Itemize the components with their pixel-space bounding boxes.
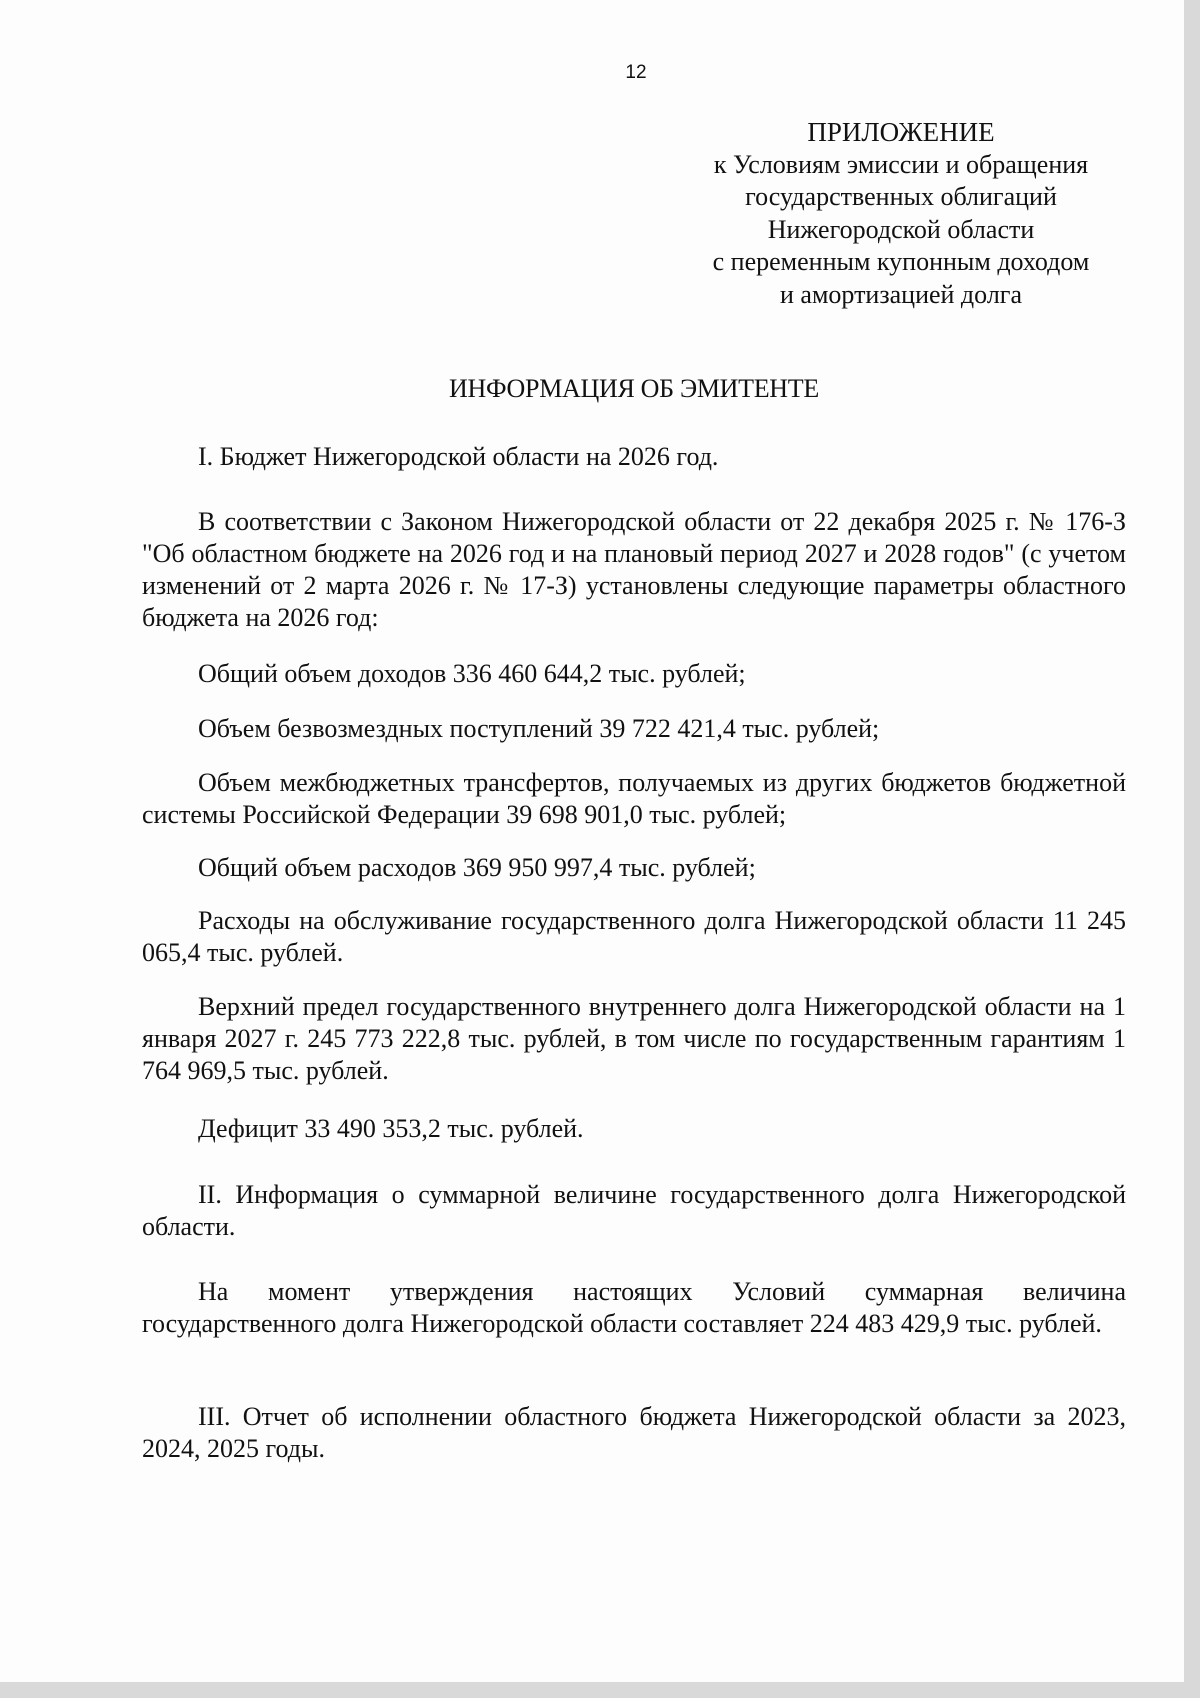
debt-limit-block	[142, 991, 1126, 1087]
section-2-text: На момент утверждения настоящих Условий суммарная величина государственного долга Нижегородской области составляет 224 483 429,9 тыс. рублей.	[142, 1277, 1126, 1338]
gratuitous-block	[142, 713, 1126, 745]
section-3-title-block	[142, 1401, 1126, 1465]
appendix-line-3: Нижегородской области	[767, 214, 1035, 244]
transfers-block	[142, 767, 1126, 831]
section-2-title: II. Информация о суммарной величине государственного долга Нижегородской области.	[142, 1180, 1126, 1241]
appendix-line-5: и амортизацией долга	[780, 279, 1022, 309]
expenses-paragraph: Общий объем расходов 369 950 997,4 тыс. рублей;	[198, 853, 756, 882]
debt-service-block	[142, 905, 1126, 969]
appendix-line-1: к Условиям эмиссии и обращения	[713, 149, 1089, 179]
debt-limit-paragraph: Верхний предел государственного внутреннего долга Нижегородской области на 1 января 2027 г. 245 773 222,8 тыс. рублей, в том числе по государственным гарантиям 1 764 969,5 тыс. рублей.	[142, 992, 1126, 1085]
section-2-title-block	[142, 1179, 1126, 1243]
page-number: 12	[625, 62, 647, 83]
expenses-block	[142, 852, 1126, 884]
appendix-title: ПРИЛОЖЕНИЕ	[807, 117, 995, 147]
document-heading: ИНФОРМАЦИЯ ОБ ЭМИТЕНТЕ	[449, 374, 819, 403]
section-1-title: I. Бюджет Нижегородской области на 2026 год.	[198, 442, 719, 471]
appendix-block	[676, 116, 1126, 311]
appendix-line-2: государственных облигаций	[745, 182, 1057, 211]
section-1-title-block	[142, 441, 1126, 473]
income-paragraph: Общий объем доходов 336 460 644,2 тыс. рублей;	[198, 659, 746, 688]
section-1-intro: В соответствии с Законом Нижегородской области от 22 декабря 2025 г. № 176-З "Об областном бюджете на 2026 год и на плановый период 2027 и 2028 годов" (с учетом изменений от 2 марта 2026 г. № 17-З) установлены следующие параметры областного бюджета на 2026 год:	[142, 507, 1126, 632]
appendix-line-4: с переменным купонным доходом	[712, 247, 1090, 276]
income-block	[142, 658, 1126, 690]
section-1-intro-block	[142, 506, 1126, 634]
transfers-paragraph: Объем межбюджетных трансфертов, получаемых из других бюджетов бюджетной системы Российской Федерации 39 698 901,0 тыс. рублей;	[142, 768, 1126, 829]
section-3-title: III. Отчет об исполнении областного бюджета Нижегородской области за 2023, 2024, 2025 годы.	[142, 1402, 1126, 1463]
gratuitous-paragraph: Объем безвозмездных поступлений 39 722 421,4 тыс. рублей;	[198, 714, 880, 743]
deficit-paragraph: Дефицит 33 490 353,2 тыс. рублей.	[198, 1114, 584, 1143]
deficit-block	[142, 1113, 1126, 1145]
debt-service-paragraph: Расходы на обслуживание государственного долга Нижегородской области 11 245 065,4 тыс. рублей.	[142, 906, 1126, 967]
section-2-text-block	[142, 1276, 1126, 1340]
